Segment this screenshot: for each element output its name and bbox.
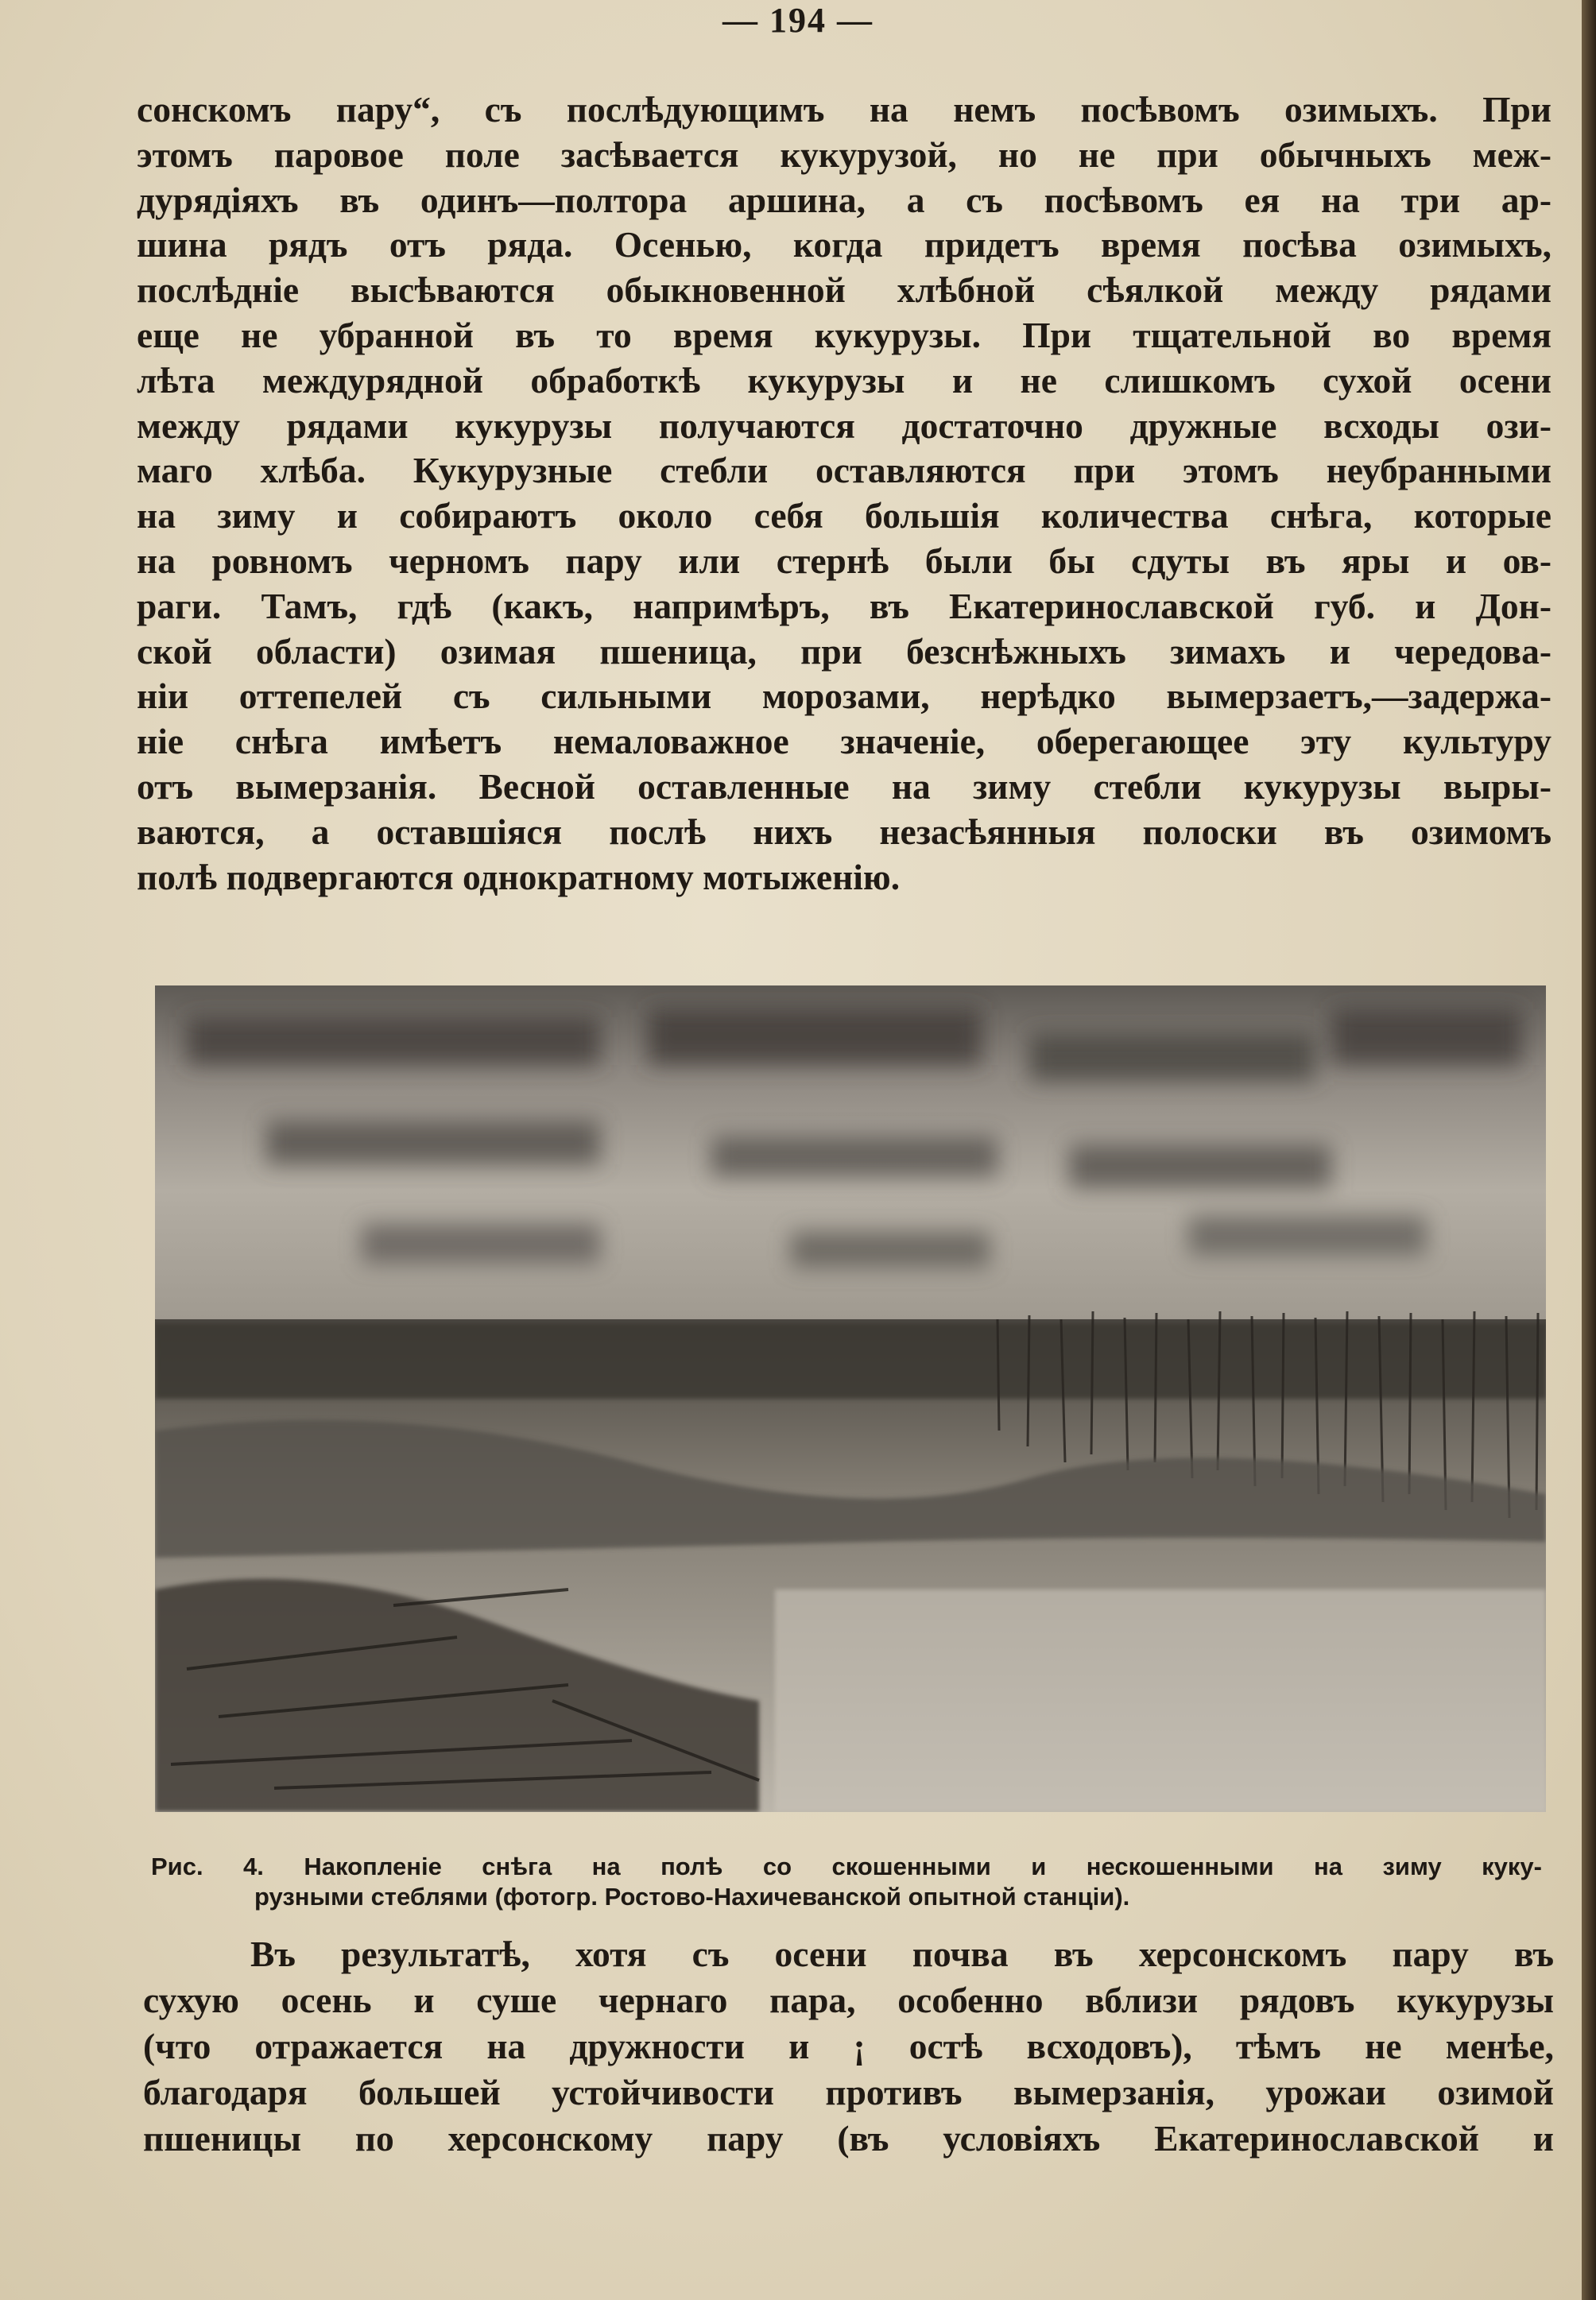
- text-line: шина рядъ отъ ряда. Осенью, когда придетъ время посѣва озимыхъ,: [137, 224, 1551, 265]
- paragraph-1: [137, 87, 1551, 900]
- text-line: полѣ подвергаются однократному мотыженію.: [137, 856, 901, 897]
- text-line: благодаря большей устойчивости противъ вымерзанія, урожаи озимой: [143, 2072, 1554, 2112]
- text-line: этомъ паровое поле засѣвается кукурузой, но не при обычныхъ меж-: [137, 134, 1551, 175]
- text-line: еще не убранной въ то время кукурузы. При тщательной во время: [137, 314, 1551, 355]
- text-line: сухую осень и суше чернаго пара, особенно вблизи рядовъ кукурузы: [143, 1980, 1554, 2020]
- text-line: послѣдніе высѣваются обыкновенной хлѣбной сѣялкой между рядами: [137, 269, 1551, 311]
- paragraph-2: [143, 1931, 1554, 2162]
- text-line: ской области) озимая пшеница, при безснѣжныхъ зимахъ и чередова-: [137, 630, 1551, 672]
- text-line: на зиму и собираютъ около себя большія количества снѣга, которые: [137, 495, 1551, 536]
- text-line: Въ результатѣ, хотя съ осени почва въ херсонскомъ пару въ: [250, 1934, 1554, 1974]
- text-line: раги. Тамъ, гдѣ (какъ, напримѣръ, въ Екатеринославской губ. и Дон-: [137, 585, 1551, 626]
- text-line: лѣта междурядной обработкѣ кукурузы и не слишкомъ сухой осени: [137, 359, 1551, 401]
- figure-caption: [151, 1852, 1542, 1912]
- figure-photo: [155, 985, 1546, 1812]
- book-edge: [1582, 0, 1596, 2300]
- caption-line: рузными стеблями (фотогр. Ростово-Нахичеванской опытной станціи).: [254, 1883, 1130, 1911]
- text-line: дурядіяхъ въ одинъ—полтора аршина, а съ посѣвомъ ея на три ар-: [137, 179, 1551, 220]
- page-number: — 194 —: [722, 1, 874, 40]
- text-line: (что отражается на дружности и ¡ остѣ всходовъ), тѣмъ не менѣе,: [143, 2026, 1554, 2066]
- text-line: ніе снѣга имѣетъ немаловажное значеніе, оберегающее эту культуру: [137, 721, 1551, 762]
- text-line: ваются, а оставшіяся послѣ нихъ незасѣянныя полоски въ озимомъ: [137, 811, 1551, 852]
- text-line: на ровномъ черномъ пару или стернѣ были бы сдуты въ яры и ов-: [137, 540, 1551, 581]
- text-line: маго хлѣба. Кукурузные стебли оставляются при этомъ неубранными: [137, 450, 1551, 491]
- text-line: ніи оттепелей съ сильными морозами, нерѣдко вымерзаетъ,—задержа-: [137, 676, 1551, 717]
- text-line: пшеницы по херсонскому пару (въ условіяхъ Екатеринославской и: [143, 2118, 1554, 2159]
- snow-field-photo-icon: [155, 985, 1546, 1812]
- caption-line: Рис. 4. Накопленіе снѣга на полѣ со скошенными и нескошенными на зиму куку-: [151, 1853, 1542, 1880]
- text-line: между рядами кукурузы получаются достаточно дружные всходы ози-: [137, 405, 1551, 446]
- text-line: сонскомъ пару“, съ послѣдующимъ на немъ посѣвомъ озимыхъ. При: [137, 89, 1551, 130]
- text-line: отъ вымерзанія. Весной оставленные на зиму стебли кукурузы выры-: [137, 765, 1551, 807]
